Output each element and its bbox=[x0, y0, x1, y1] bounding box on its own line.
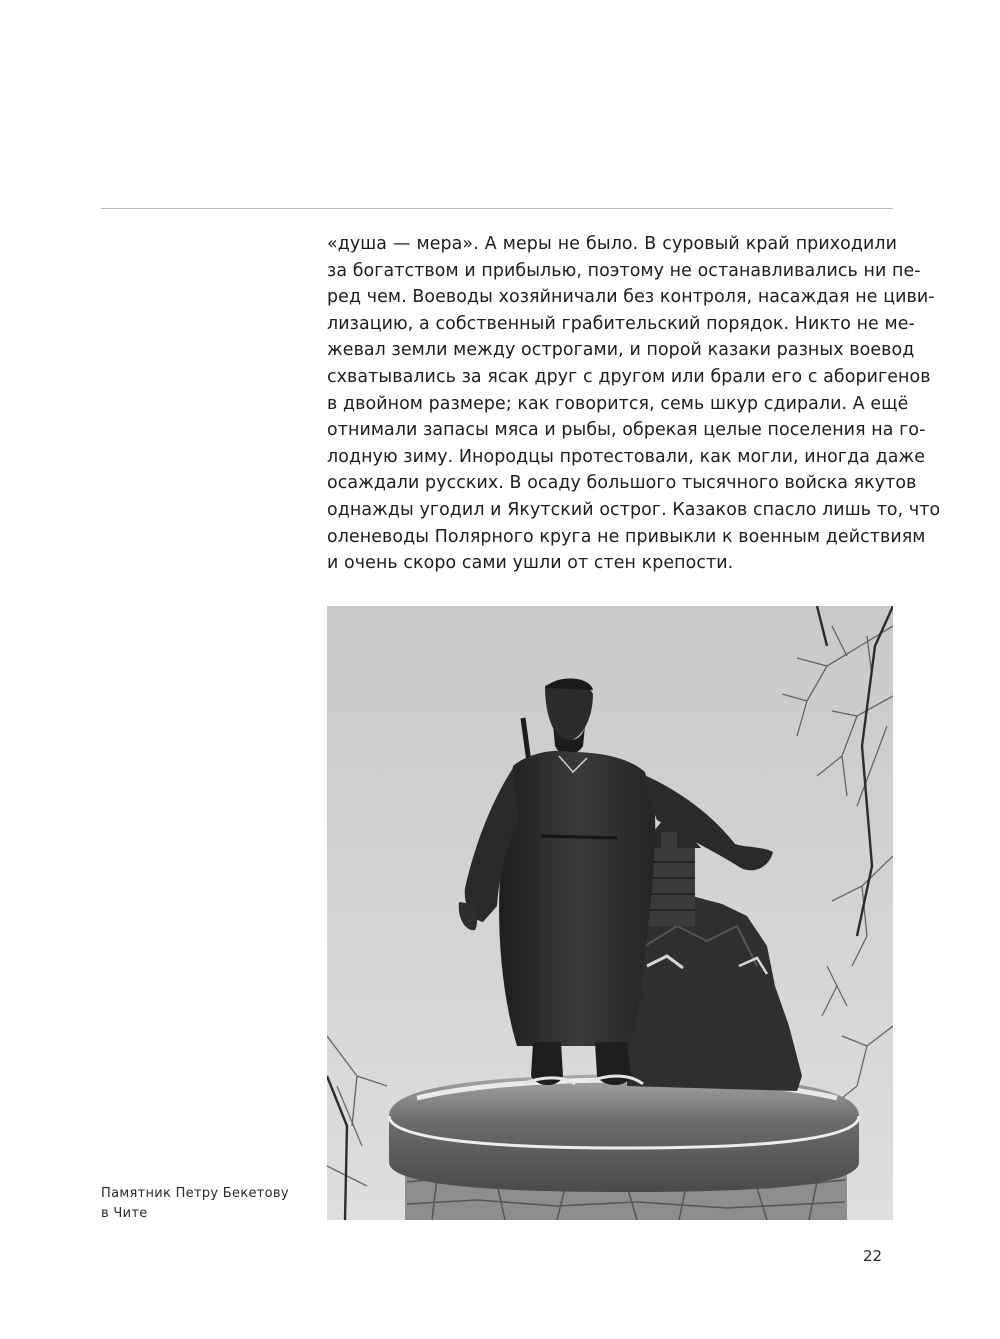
body-paragraph bbox=[327, 231, 941, 577]
text-line: схватывались за ясак друг с другом или брали его с аборигенов bbox=[327, 366, 931, 387]
caption-line: в Чите bbox=[101, 1206, 148, 1221]
text-line: лизацию, а собственный грабительский порядок. Никто не ме- bbox=[327, 313, 915, 334]
text-line: отнимали запасы мяса и рыбы, обрекая целые поселения на го- bbox=[327, 420, 926, 441]
text-line: оленеводы Полярного круга не привыкли к военным действиям bbox=[327, 526, 926, 547]
header-rule bbox=[101, 208, 893, 209]
text-line: за богатством и прибылью, поэтому не останавливались ни пе- bbox=[327, 260, 921, 281]
text-line: лодную зиму. Инородцы протестовали, как могли, иногда даже bbox=[327, 446, 926, 467]
text-line: «душа — мера». А меры не было. В суровый край приходили bbox=[327, 234, 897, 254]
monument-photo bbox=[327, 606, 893, 1220]
text-line: жевал земли между острогами, и порой казаки разных воевод bbox=[327, 340, 915, 361]
page-number: 22 bbox=[863, 1247, 883, 1265]
text-line: в двойном размере; как говорится, семь шкур сдирали. А ещё bbox=[327, 393, 909, 414]
monument-illustration bbox=[327, 606, 893, 1220]
text-line: и очень скоро сами ушли от стен крепости. bbox=[327, 553, 734, 574]
caption-line: Памятник Петру Бекетову bbox=[101, 1186, 289, 1201]
text-line: осаждали русских. В осаду большого тысячного войска якутов bbox=[327, 473, 917, 494]
text-line: ред чем. Воеводы хозяйничали без контроля, насаждая не циви- bbox=[327, 287, 935, 308]
text-line: однажды угодил и Якутский острог. Казаков спасло лишь то, что bbox=[327, 499, 941, 520]
plinth bbox=[389, 1074, 859, 1220]
photo-caption bbox=[101, 1184, 301, 1224]
